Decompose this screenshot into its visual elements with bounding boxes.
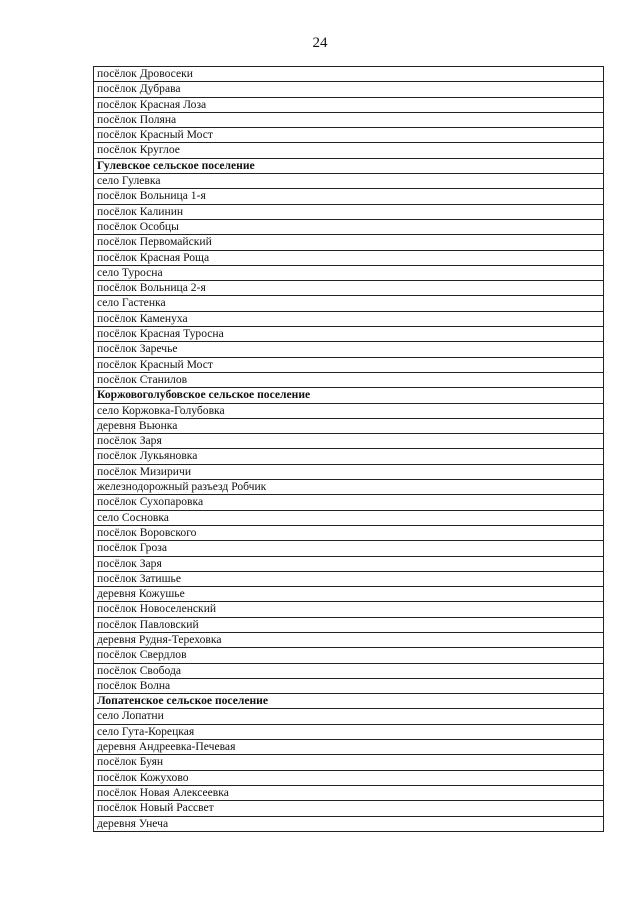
table-row xyxy=(94,67,604,82)
settlement-name: посёлок Волна xyxy=(94,678,604,693)
settlement-name: деревня Вьюнка xyxy=(94,418,604,433)
settlement-name: деревня Кожушье xyxy=(94,587,604,602)
table-row xyxy=(94,434,604,449)
settlement-name: посёлок Заря xyxy=(94,434,604,449)
section-heading: Коржовоголубовское сельское поселение xyxy=(94,388,604,403)
settlement-name: посёлок Кожухово xyxy=(94,770,604,785)
table-row xyxy=(94,525,604,540)
table-row xyxy=(94,571,604,586)
settlement-name: посёлок Красная Туросна xyxy=(94,327,604,342)
settlement-name: село Лопатни xyxy=(94,709,604,724)
settlements-table xyxy=(93,66,604,832)
section-heading: Гулевское сельское поселение xyxy=(94,158,604,173)
settlement-name: посёлок Гроза xyxy=(94,541,604,556)
settlement-name: посёлок Каменуха xyxy=(94,311,604,326)
settlement-name: село Гулевка xyxy=(94,174,604,189)
table-row xyxy=(94,510,604,525)
settlement-name: село Гастенка xyxy=(94,296,604,311)
table-row xyxy=(94,678,604,693)
settlement-name: посёлок Мизиричи xyxy=(94,464,604,479)
table-row xyxy=(94,204,604,219)
settlement-name: село Коржовка-Голубовка xyxy=(94,403,604,418)
table-row xyxy=(94,663,604,678)
settlement-name: посёлок Станилов xyxy=(94,372,604,387)
settlement-name: посёлок Первомайский xyxy=(94,235,604,250)
table-row xyxy=(94,801,604,816)
table-row xyxy=(94,449,604,464)
settlement-name: посёлок Калинин xyxy=(94,204,604,219)
table-row xyxy=(94,724,604,739)
settlement-name: село Гута-Корецкая xyxy=(94,724,604,739)
settlement-name: посёлок Красная Лоза xyxy=(94,97,604,112)
table-row xyxy=(94,174,604,189)
settlement-name: посёлок Новая Алексеевка xyxy=(94,785,604,800)
settlement-name: посёлок Особцы xyxy=(94,219,604,234)
table-row xyxy=(94,82,604,97)
settlement-name: посёлок Дубрава xyxy=(94,82,604,97)
settlement-name: посёлок Красный Мост xyxy=(94,357,604,372)
table-row xyxy=(94,97,604,112)
settlement-name: посёлок Заречье xyxy=(94,342,604,357)
settlement-name: посёлок Красная Роща xyxy=(94,250,604,265)
table-row xyxy=(94,602,604,617)
settlement-name: посёлок Свердлов xyxy=(94,648,604,663)
settlement-name: посёлок Красный Мост xyxy=(94,128,604,143)
table-row xyxy=(94,403,604,418)
table-row xyxy=(94,418,604,433)
settlement-name: посёлок Павловский xyxy=(94,617,604,632)
table-row xyxy=(94,296,604,311)
settlement-name: посёлок Вольница 1-я xyxy=(94,189,604,204)
table-row xyxy=(94,372,604,387)
table-row xyxy=(94,128,604,143)
settlement-name: посёлок Заря xyxy=(94,556,604,571)
table-row xyxy=(94,112,604,127)
table-row xyxy=(94,281,604,296)
settlement-name: посёлок Лукьяновка xyxy=(94,449,604,464)
table-row xyxy=(94,219,604,234)
settlement-name: железнодорожный разъезд Робчик xyxy=(94,480,604,495)
table-row xyxy=(94,480,604,495)
settlement-name: посёлок Вольница 2-я xyxy=(94,281,604,296)
settlement-name: посёлок Круглое xyxy=(94,143,604,158)
settlement-name: деревня Андреевка-Печевая xyxy=(94,740,604,755)
table-row xyxy=(94,235,604,250)
settlement-name: посёлок Поляна xyxy=(94,112,604,127)
settlement-name: деревня Унеча xyxy=(94,816,604,831)
table-row xyxy=(94,709,604,724)
table-row xyxy=(94,770,604,785)
table-row xyxy=(94,740,604,755)
settlement-name: село Сосновка xyxy=(94,510,604,525)
table-row xyxy=(94,587,604,602)
table-row xyxy=(94,327,604,342)
section-heading-row xyxy=(94,694,604,709)
settlements-table-body xyxy=(94,67,604,832)
table-row xyxy=(94,816,604,831)
page-number: 24 xyxy=(312,35,328,51)
table-row xyxy=(94,755,604,770)
table-row xyxy=(94,648,604,663)
settlement-name: посёлок Новоселенский xyxy=(94,602,604,617)
table-row xyxy=(94,556,604,571)
section-heading-row xyxy=(94,158,604,173)
table-row xyxy=(94,541,604,556)
settlement-name: село Туросна xyxy=(94,265,604,280)
settlement-name: посёлок Свобода xyxy=(94,663,604,678)
table-row xyxy=(94,143,604,158)
table-row xyxy=(94,189,604,204)
settlement-name: посёлок Новый Рассвет xyxy=(94,801,604,816)
table-row xyxy=(94,357,604,372)
settlement-name: посёлок Воровского xyxy=(94,525,604,540)
table-row xyxy=(94,495,604,510)
settlement-name: посёлок Затишье xyxy=(94,571,604,586)
table-row xyxy=(94,342,604,357)
table-row xyxy=(94,311,604,326)
settlement-name: деревня Рудня-Тереховка xyxy=(94,632,604,647)
settlement-name: посёлок Буян xyxy=(94,755,604,770)
table-row xyxy=(94,632,604,647)
table-row xyxy=(94,785,604,800)
settlement-name: посёлок Сухопаровка xyxy=(94,495,604,510)
table-row xyxy=(94,464,604,479)
section-heading: Лопатенское сельское поселение xyxy=(94,694,604,709)
settlement-name: посёлок Дровосеки xyxy=(94,67,604,82)
table-row xyxy=(94,617,604,632)
section-heading-row xyxy=(94,388,604,403)
table-row xyxy=(94,250,604,265)
table-row xyxy=(94,265,604,280)
